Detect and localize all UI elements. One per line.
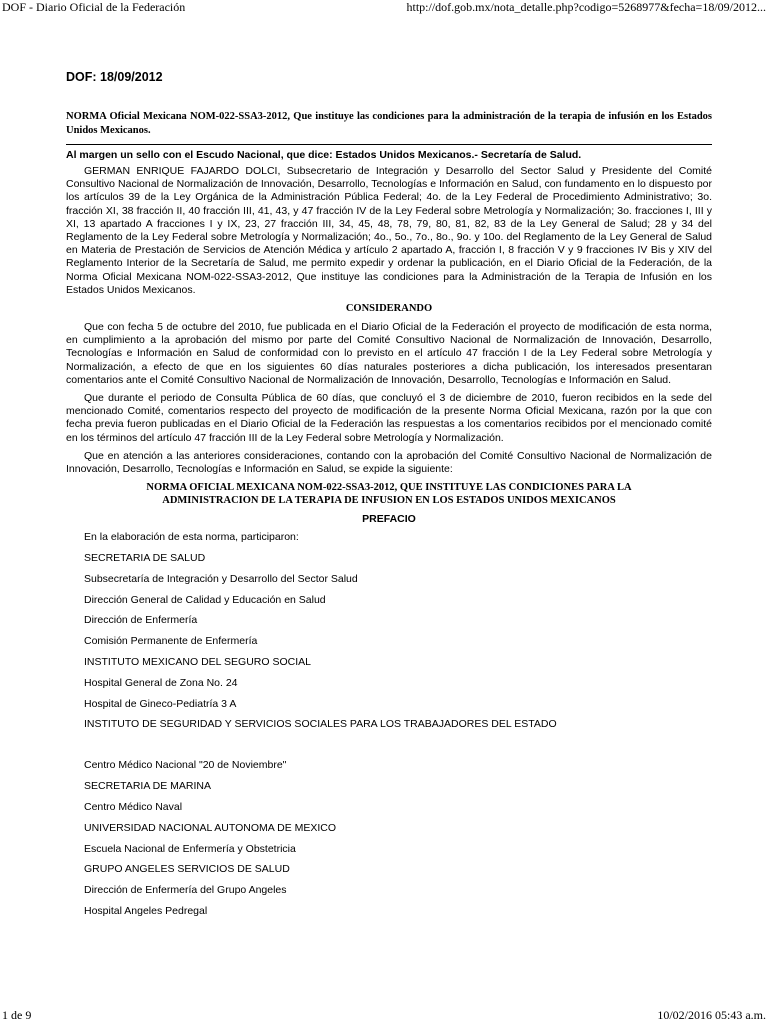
list-item: INSTITUTO MEXICANO DEL SEGURO SOCIAL <box>84 656 311 669</box>
norma-heading <box>66 481 712 507</box>
considerando-paragraph-1: Que con fecha 5 de octubre del 2010, fue publicada en el Diario Oficial de la Federación el proyecto de modificación de esta norma, en cumplimiento a la aprobación del mismo por parte del Comité Consultivo Nacional de Normalización de Innovación, Desarrollo, Tecnologías e Información en Salud de conformidad con lo previsto en el artículo 47 fracción I de la Ley Federal sobre Metrología y Normalización, a efecto de que en los siguientes 60 días naturales posteriores a dicha publicación, los interesados presentaran comentarios ante el Comité Consultivo Nacional de Normalización de Innovación, Desarrollo, Tecnologías e Información en Salud. <box>66 321 712 386</box>
list-item: SECRETARIA DE MARINA <box>84 780 211 793</box>
list-item: SECRETARIA DE SALUD <box>84 552 206 565</box>
participants-list <box>66 531 712 918</box>
print-timestamp: 10/02/2016 05:43 a.m. <box>657 1008 766 1022</box>
divider <box>66 144 712 145</box>
print-footer <box>0 1008 768 1024</box>
page-title: DOF - Diario Oficial de la Federación <box>2 0 186 14</box>
list-item: Escuela Nacional de Enfermería y Obstetricia <box>84 842 296 855</box>
list-item: INSTITUTO DE SEGURIDAD Y SERVICIOS SOCIALES PARA LOS TRABAJADORES DEL ESTADO <box>84 718 557 731</box>
intro-paragraph: GERMAN ENRIQUE FAJARDO DOLCI, Subsecretario de Integración y Desarrollo del Sector Salud y Presidente del Comité Consultivo Nacional de Normalización de Innovación, Desarrollo, Tecnologías e Información en Salud, con fundamento en lo dispuesto por los artículos 39 de la Ley Orgánica de la Administración Pública Federal; 4o. de la Ley Federal de Procedimiento Administrativo; 3o. fracción XI, 38 fracción II, 40 fracción III, 41, 43, y 47 fracción IV de la Ley Federal sobre Metrología y Normalización; 3o. fracciones I, III y XI, 13 apartado A fracciones I y IX, 23, 27 fracción III, 34, 45, 48, 78, 79, 80, 81, 82, 83 de la Ley General de Salud; 28 y 34 del Reglamento de la Ley Federal sobre Metrología y Normalización; 4o., 5o., 7o., 8o., 9o. y 10o. del Reglamento de la Ley General de Salud en Materia de Prestación de Servicios de Atención Médica y artículo 2 apartado A, fracción I, 8 fracción V y 9 fracciones IV Bis y XIV del Reglamento Interior de la Secretaría de Salud, me permito expedir y ordenar la publicación, en el Diario Oficial de la Federación, de la Norma Oficial Mexicana NOM-022-SSA3-2012, Que instituye las condiciones para la Administración de la Terapia de Infusión en los Estados Unidos Mexicanos. <box>66 165 712 296</box>
list-item: En la elaboración de esta norma, participaron: <box>84 531 299 544</box>
considerando-heading: CONSIDERANDO <box>345 303 433 315</box>
list-item: Hospital Angeles Pedregal <box>84 905 208 918</box>
prefacio-heading: PREFACIO <box>362 513 416 526</box>
norma-heading-line-1: NORMA OFICIAL MEXICANA NOM-022-SSA3-2012, QUE INSTITUYE LAS CONDICIONES PARA LA <box>146 482 632 494</box>
list-item: Dirección de Enfermería del Grupo Angeles <box>84 884 287 897</box>
considerando-paragraph-2: Que durante el periodo de Consulta Pública de 60 días, que concluyó el 3 de diciembre de 2010, fueron recibidos en la sede del mencionado Comité, comentarios respecto del proyecto de modificación de la presente Norma Oficial Mexicana, razón por la que con fecha previa fueron publicadas en el Diario Oficial de la Federación las respuestas a los comentarios recibidos por el mencionado comité en los términos del artículo 47 fracción III de la Ley Federal sobre Metrología y Normalización. <box>66 392 712 444</box>
list-item: UNIVERSIDAD NACIONAL AUTONOMA DE MEXICO <box>84 821 337 834</box>
list-item: GRUPO ANGELES SERVICIOS DE SALUD <box>84 863 290 876</box>
publication-date: DOF: 18/09/2012 <box>66 70 163 84</box>
document-body <box>66 70 712 926</box>
list-item: Centro Médico Naval <box>84 801 183 814</box>
page-number: 1 de 9 <box>2 1008 32 1022</box>
list-item: Comisión Permanente de Enfermería <box>84 635 258 648</box>
norma-heading-line-2: ADMINISTRACION DE LA TERAPIA DE INFUSION EN LOS ESTADOS UNIDOS MEXICANOS <box>162 495 616 507</box>
list-item: Centro Médico Nacional "20 de Noviembre" <box>84 759 287 772</box>
list-item: Hospital de Gineco-Pediatría 3 A <box>84 697 237 710</box>
page-url: http://dof.gob.mx/nota_detalle.php?codigo=5268977&fecha=18/09/2012... <box>406 0 766 14</box>
list-item: Subsecretaría de Integración y Desarrollo del Sector Salud <box>84 572 358 585</box>
list-item: Dirección de Enfermería <box>84 614 198 627</box>
sello-note: Al margen un sello con el Escudo Nacional, que dice: Estados Unidos Mexicanos.- Secretaría de Salud. <box>66 149 582 161</box>
list-item: Dirección General de Calidad y Educación en Salud <box>84 593 326 606</box>
considerando-paragraph-3: Que en atención a las anteriores consideraciones, contando con la aprobación del Comité Consultivo Nacional de Normalización de Innovación, Desarrollo, Tecnologías e Información en Salud, se expide la siguiente: <box>66 449 712 476</box>
norma-title: NORMA Oficial Mexicana NOM-022-SSA3-2012, Que instituye las condiciones para la administración de la terapia de infusión en los Estados Unidos Mexicanos. <box>66 111 712 136</box>
print-header <box>0 0 768 16</box>
list-item: Hospital General de Zona No. 24 <box>84 676 238 689</box>
